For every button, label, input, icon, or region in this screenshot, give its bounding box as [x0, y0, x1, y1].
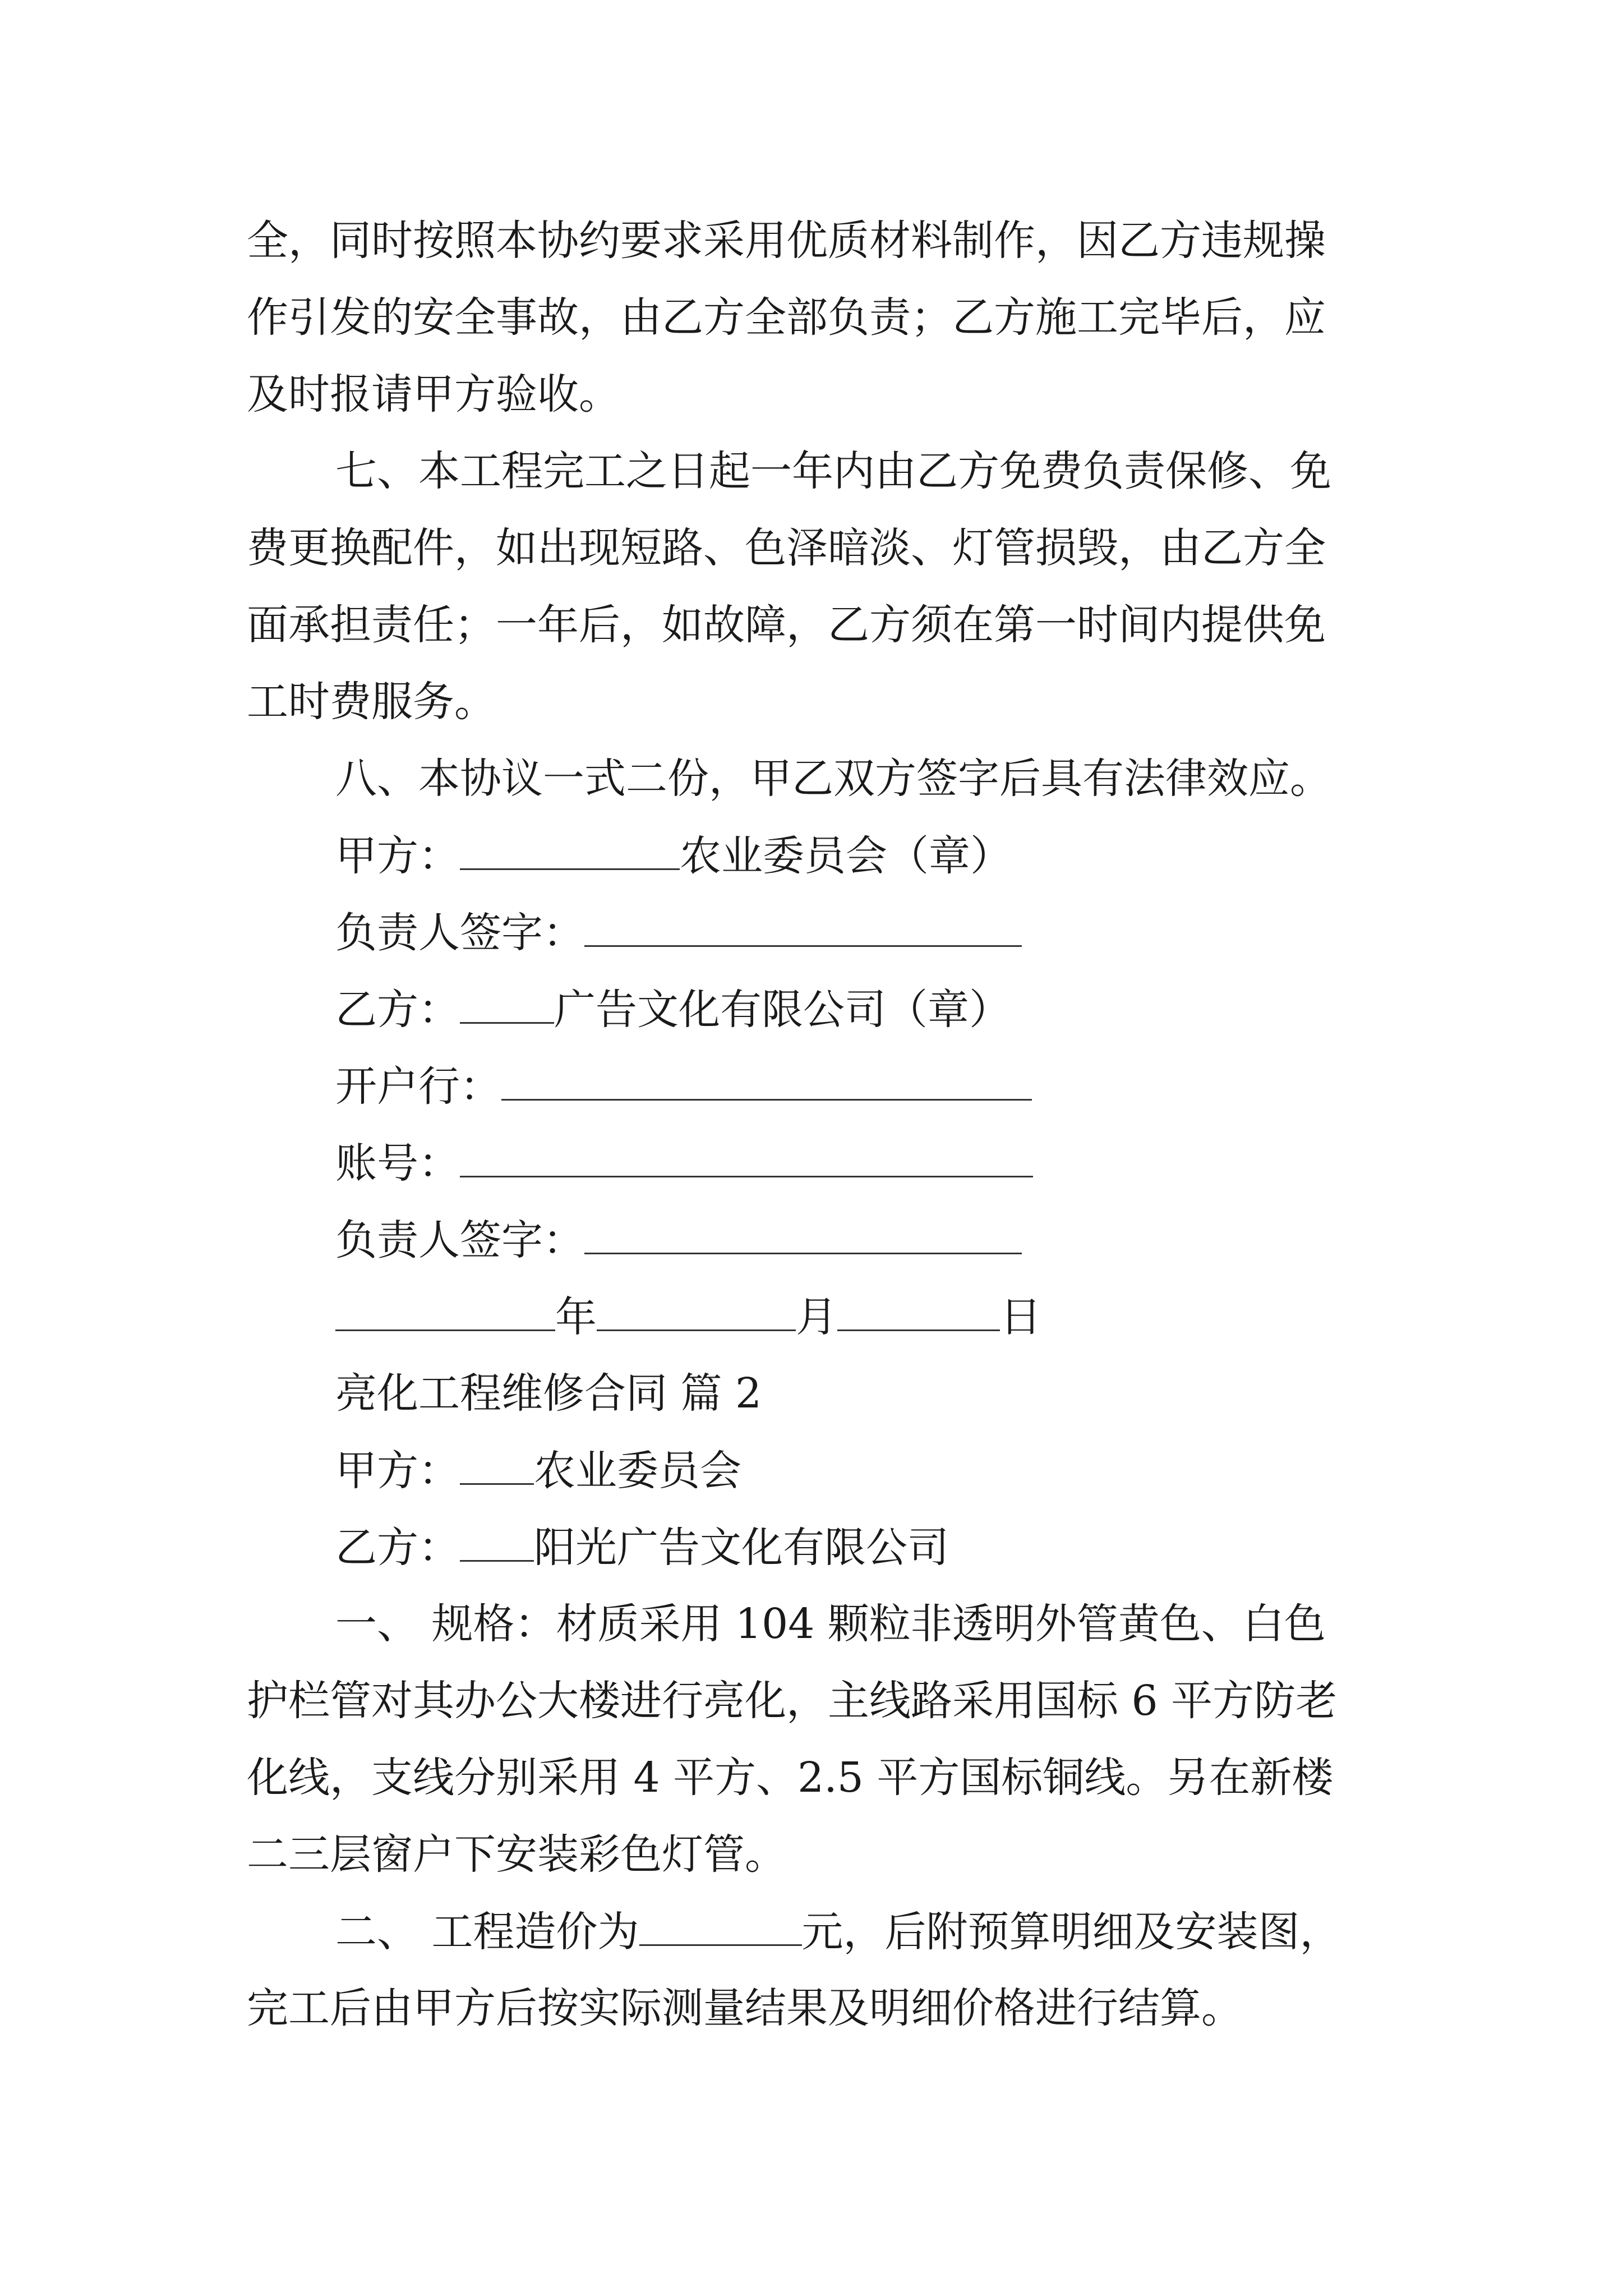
section-2-party-b-label: 乙方：	[335, 1524, 460, 1572]
clause-1-line-2: 护栏管对其办公大楼进行亮化，主线路采用国标 6 平方防老	[247, 1677, 1338, 1725]
day-blank	[837, 1296, 1000, 1331]
paragraph-7-line-2: 费更换配件，如出现短路、色泽暗淡、灯管损毁，由乙方全	[247, 524, 1326, 572]
day-label: 日	[1000, 1293, 1041, 1341]
year-blank	[335, 1296, 555, 1331]
party-a-blank	[460, 835, 680, 870]
bank-label: 开户行：	[335, 1062, 501, 1111]
party-a-label: 甲方：	[335, 832, 460, 880]
section-2-party-a-label: 甲方：	[335, 1447, 460, 1495]
party-b-label: 乙方：	[335, 986, 460, 1034]
paragraph-6-line-2: 作引发的安全事故，由乙方全部负责；乙方施工完毕后，应	[247, 293, 1326, 342]
bank-line	[335, 1062, 1032, 1111]
account-label: 账号：	[335, 1139, 460, 1188]
clause-1-line-4: 二三层窗户下安装彩色灯管。	[247, 1830, 786, 1879]
responsible-sign-line-2	[335, 1216, 1022, 1264]
section-2-party-b-blank	[460, 1526, 534, 1562]
responsible-sign-label-2: 负责人签字：	[335, 1216, 584, 1264]
account-line	[335, 1139, 1033, 1188]
responsible-sign-blank-2	[584, 1219, 1022, 1254]
year-label: 年	[555, 1293, 597, 1341]
responsible-sign-label-1: 负责人签字：	[335, 909, 584, 957]
account-blank	[460, 1142, 1033, 1177]
responsible-sign-line-1	[335, 909, 1022, 957]
section-2-party-b-line	[335, 1524, 949, 1572]
paragraph-6-line-3: 及时报请甲方验收。	[247, 370, 620, 418]
month-label: 月	[796, 1293, 837, 1341]
paragraph-6-line-1: 全，同时按照本协约要求采用优质材料制作，因乙方违规操	[247, 217, 1326, 265]
paragraph-7-line-1: 七、本工程完工之日起一年内由乙方免费负责保修、免	[335, 447, 1331, 495]
price-blank	[639, 1911, 802, 1946]
clause-1-line-3: 化线，支线分别采用 4 平方、2.5 平方国标铜线。另在新楼	[247, 1754, 1334, 1802]
responsible-sign-blank-1	[584, 912, 1022, 947]
section-2-title: 亮化工程维修合同 篇 2	[335, 1369, 762, 1418]
paragraph-7-line-3: 面承担责任；一年后，如故障，乙方须在第一时间内提供免	[247, 601, 1326, 649]
clause-2-suffix: 元，后附预算明细及安装图，	[801, 1908, 1341, 1956]
bank-blank	[501, 1065, 1032, 1101]
section-2-party-a-blank	[460, 1450, 534, 1485]
party-b-name: 广告文化有限公司（章）	[554, 986, 1011, 1034]
clause-2-line-2: 完工后由甲方后按实际测量结果及明细价格进行结算。	[247, 1984, 1243, 2032]
party-b-line	[335, 986, 1011, 1034]
section-2-party-a-name: 农业委员会	[534, 1447, 741, 1495]
paragraph-7-line-4: 工时费服务。	[247, 678, 496, 726]
party-b-blank	[460, 988, 554, 1024]
party-a-line	[335, 832, 1012, 880]
date-line	[335, 1293, 1041, 1341]
party-a-name: 农业委员会（章）	[680, 832, 1012, 880]
section-2-party-a-line	[335, 1447, 741, 1495]
clause-2-line-1	[335, 1908, 1341, 1956]
month-blank	[597, 1296, 796, 1331]
section-2-party-b-name: 阳光广告文化有限公司	[534, 1524, 949, 1572]
paragraph-8: 八、本协议一式二份，甲乙双方签字后具有法律效应。	[335, 754, 1331, 803]
clause-1-line-1: 一、 规格：材质采用 104 颗粒非透明外管黄色、白色	[335, 1600, 1326, 1648]
clause-2-prefix: 二、 工程造价为	[335, 1908, 639, 1956]
